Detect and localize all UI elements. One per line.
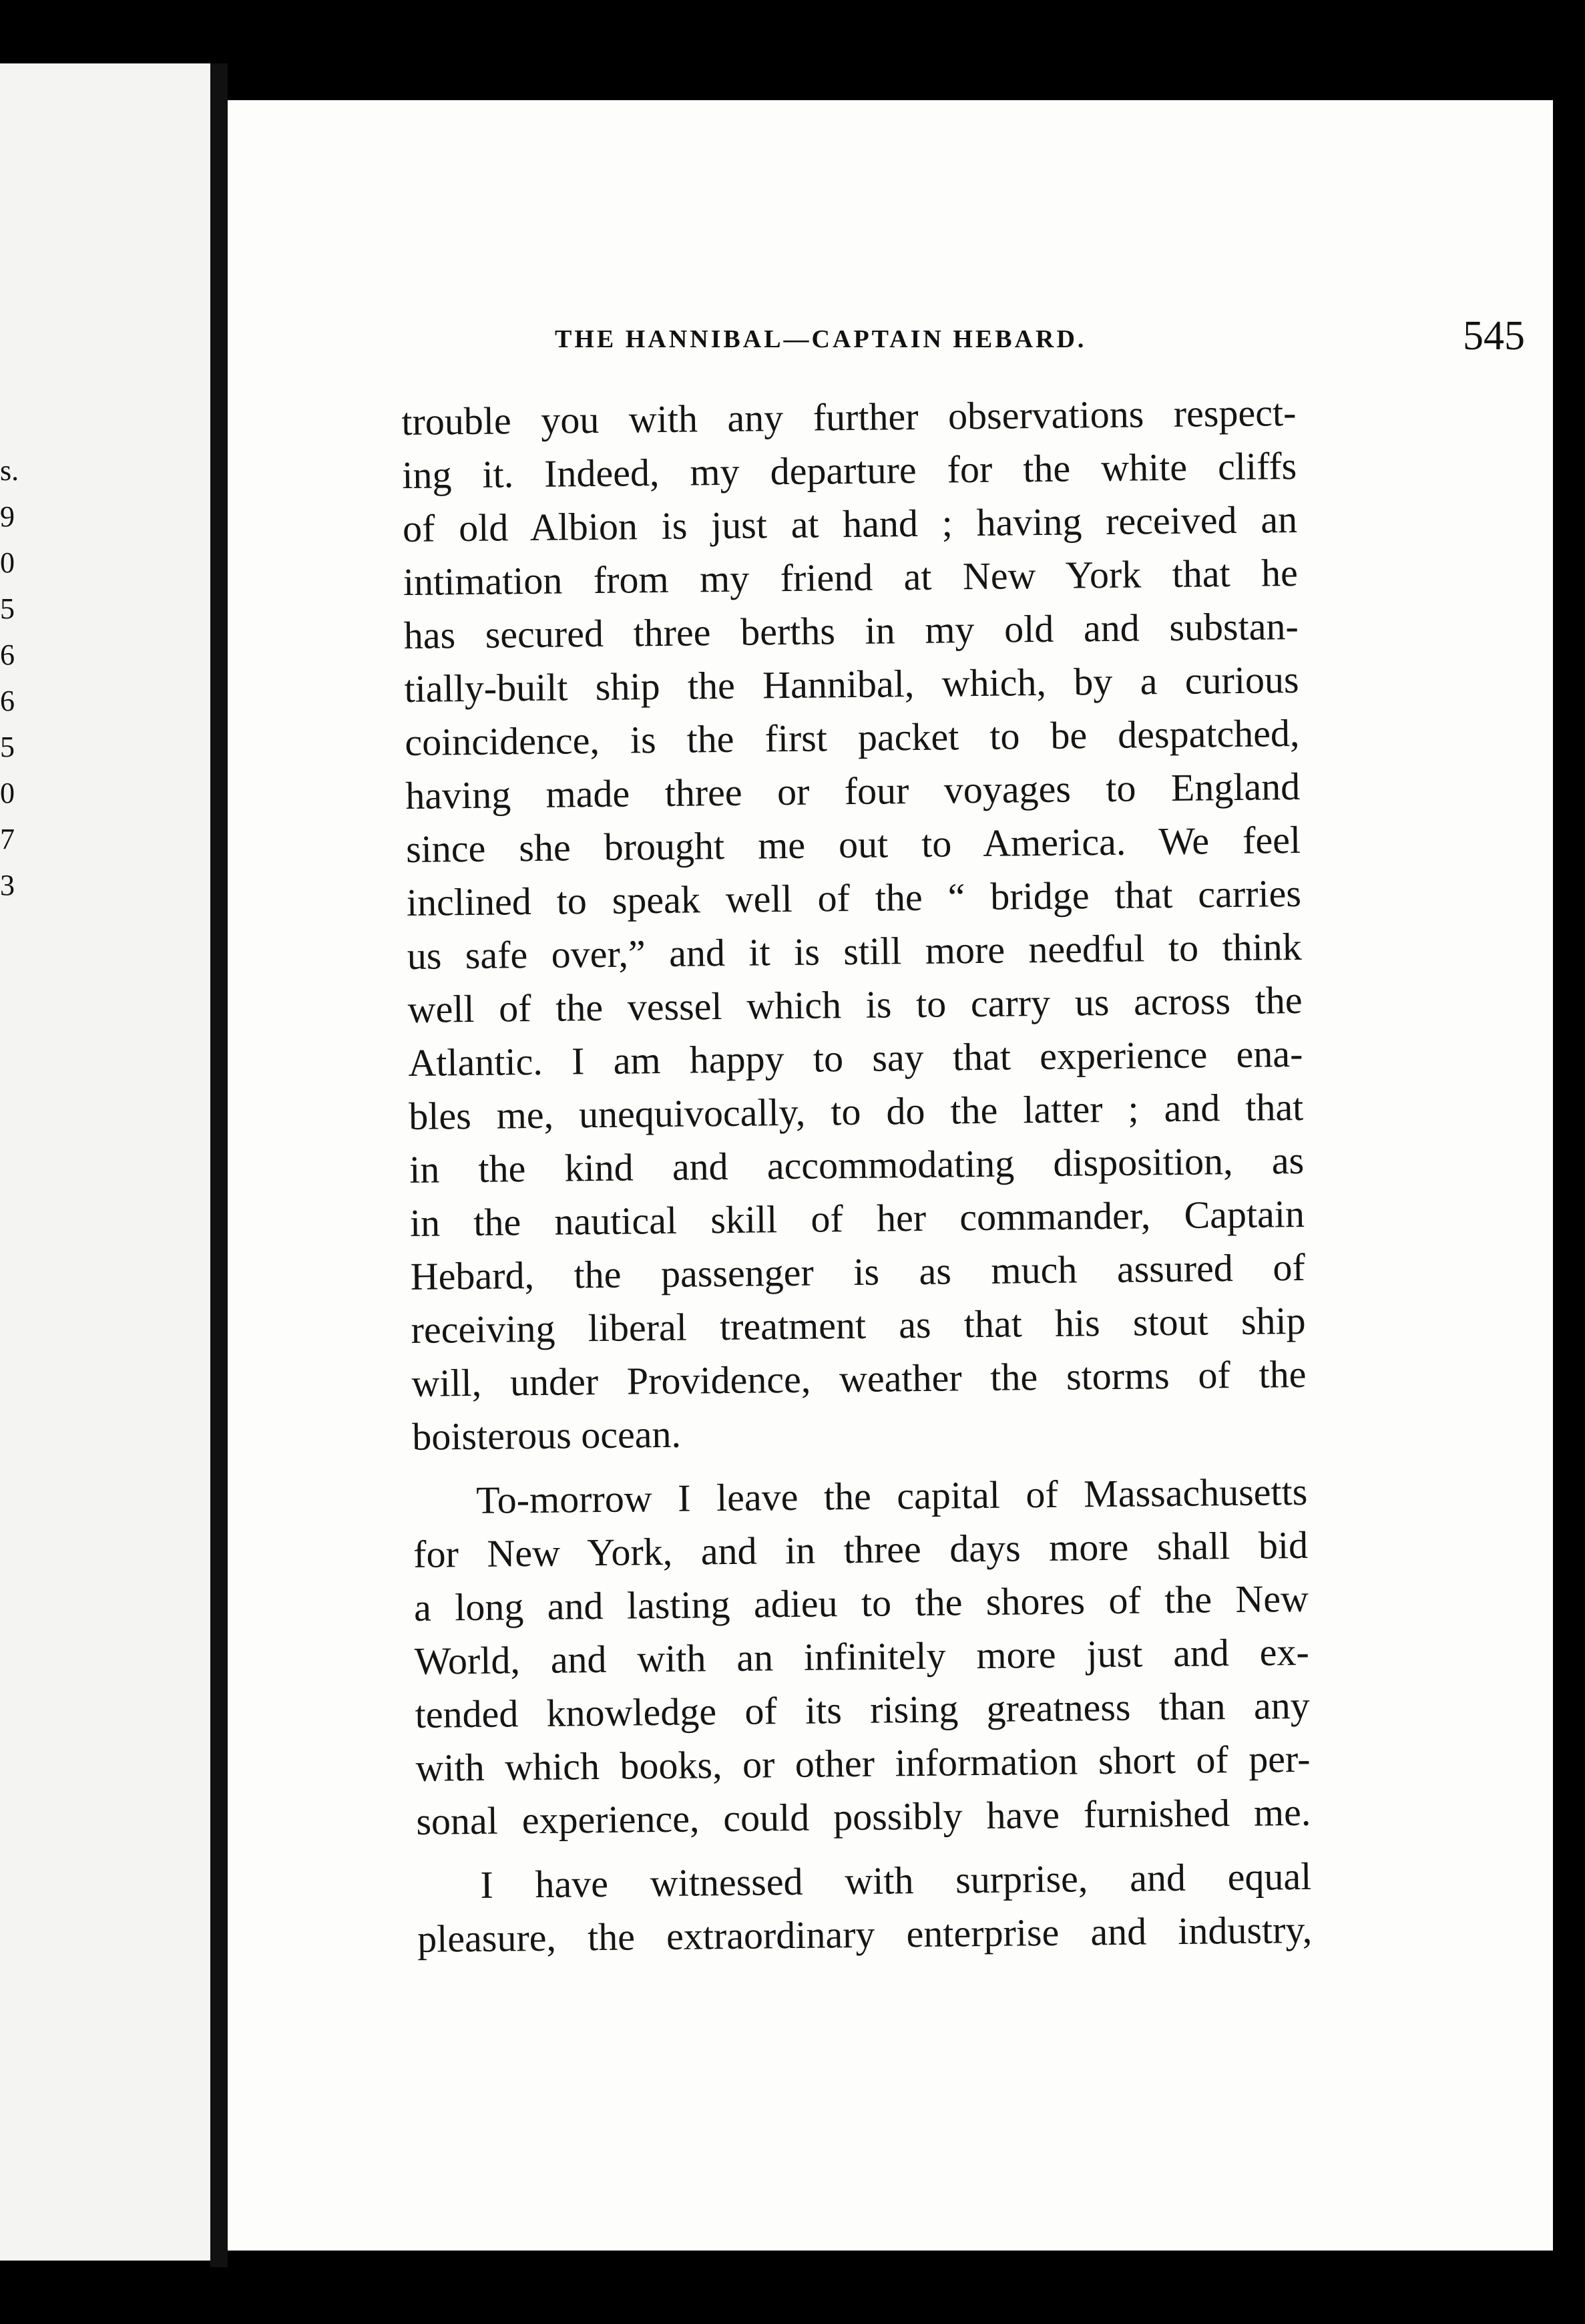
- left-margin-char: 9: [0, 500, 15, 533]
- left-margin-char: 6: [0, 638, 15, 671]
- left-margin-char: s.: [0, 454, 19, 487]
- text-line: pleasure, the extraordinary enterprise and industry,: [417, 1907, 1313, 1961]
- text-line: coincidence, is the first packet to be despatched,: [405, 711, 1300, 764]
- book-gutter: [210, 63, 228, 2267]
- left-margin-char: 3: [0, 869, 15, 902]
- left-margin-char: 5: [0, 731, 15, 763]
- text-line: us safe over,” and it is still more needful to think: [407, 924, 1303, 978]
- text-line: To-morrow I leave the capital of Massachusetts: [475, 1469, 1308, 1522]
- text-line: since she brought me out to America. We feel: [405, 817, 1301, 871]
- text-line: Atlantic. I am happy to say that experience ena-: [408, 1031, 1303, 1085]
- page-number: 545: [1463, 313, 1525, 359]
- paragraph: [413, 1465, 1311, 1849]
- scan-bottom-edge: [0, 2274, 1585, 2324]
- text-line: for New York, and in three days more shall bid: [413, 1523, 1309, 1576]
- left-margin-char: 0: [0, 777, 15, 809]
- body-text: [401, 386, 1313, 1966]
- text-line: tended knowledge of its rising greatness than any: [415, 1683, 1310, 1736]
- left-margin-char: 7: [0, 823, 15, 855]
- text-line: sonal experience, could possibly have furnished me.: [416, 1790, 1311, 1843]
- left-margin-char: 6: [0, 685, 15, 717]
- text-line: has secured three berths in my old and substan-: [403, 604, 1299, 657]
- left-page-strip: [0, 63, 210, 2261]
- text-line: receiving liberal treatment as that his stout ship: [411, 1298, 1306, 1352]
- text-line: trouble you with any further observations respect-: [401, 390, 1297, 443]
- text-line: World, and with an infinitely more just and ex-: [414, 1629, 1310, 1683]
- text-line: tially-built ship the Hannibal, which, by a curious: [404, 657, 1299, 711]
- text-line: with which books, or other information short of per-: [415, 1736, 1311, 1790]
- text-line: intimation from my friend at New York that he: [403, 550, 1299, 604]
- left-margin-char: 5: [0, 592, 15, 625]
- text-line: well of the vessel which is to carry us across the: [407, 978, 1303, 1031]
- text-line: having made three or four voyages to England: [405, 764, 1301, 817]
- left-margin-char: 0: [0, 546, 15, 579]
- book-page: [228, 100, 1553, 2251]
- left-page-margin-characters: [0, 447, 27, 908]
- text-line: in the kind and accommodating disposition, as: [409, 1138, 1305, 1191]
- text-line: ing it. Indeed, my departure for the white cliffs: [401, 443, 1297, 497]
- running-head: [555, 313, 1553, 373]
- paragraph: [401, 386, 1307, 1464]
- text-line: in the nautical skill of her commander, Captain: [409, 1191, 1305, 1245]
- text-line: of old Albion is just at hand ; having received an: [402, 497, 1298, 550]
- paragraph: [417, 1850, 1313, 1966]
- running-title: THE HANNIBAL—CAPTAIN HEBARD.: [555, 325, 1087, 353]
- text-line: inclined to speak well of the “ bridge that carries: [406, 871, 1302, 924]
- text-line: will, under Providence, weather the storms of the: [411, 1352, 1307, 1405]
- text-line: Hebard, the passenger is as much assured of: [410, 1245, 1306, 1298]
- text-line: boisterous ocean.: [411, 1412, 682, 1459]
- text-line: bles me, unequivocally, to do the latter ; and that: [408, 1085, 1304, 1138]
- text-line: I have witnessed with surprise, and equal: [480, 1854, 1312, 1907]
- text-line: a long and lasting adieu to the shores of the New: [413, 1576, 1309, 1629]
